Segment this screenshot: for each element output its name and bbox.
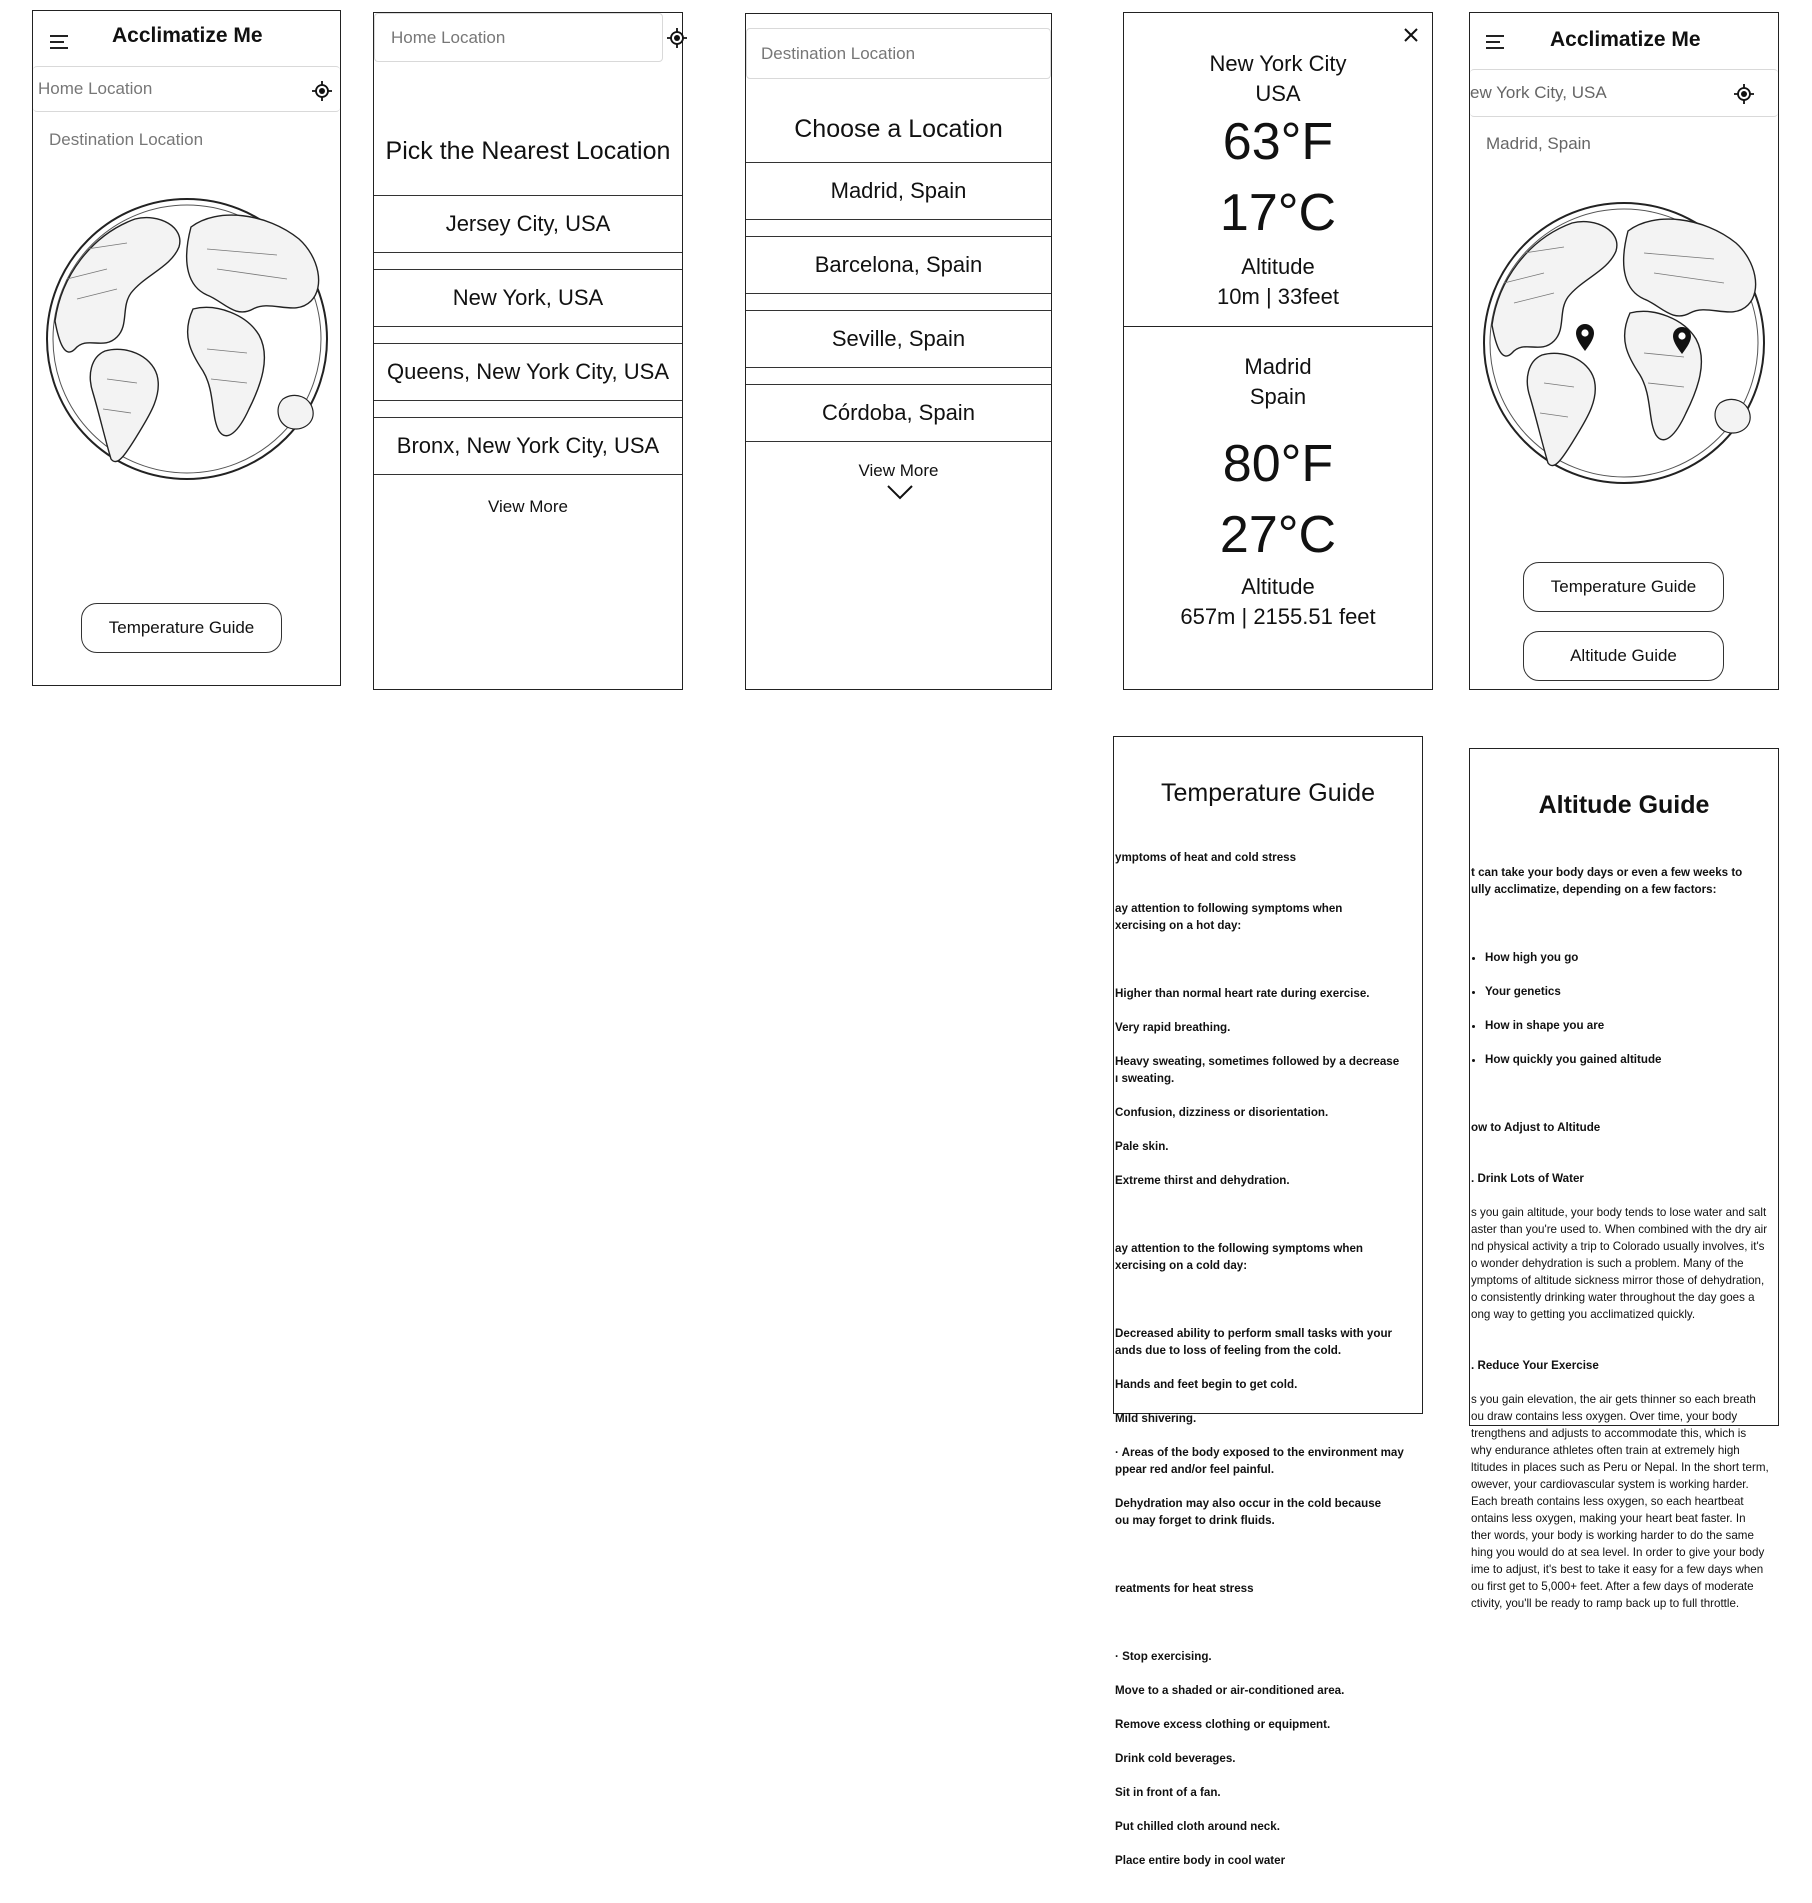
treatment-item: Move to a shaded or air-conditioned area. — [1115, 1684, 1345, 1697]
treatment-item: · Stop exercising. — [1115, 1650, 1212, 1663]
screen-choose-destination — [745, 13, 1052, 690]
treatment-item: Drink cold beverages. — [1115, 1752, 1236, 1765]
globe-illustration — [1480, 199, 1768, 487]
locate-icon[interactable] — [1733, 83, 1755, 105]
destination-pin-icon — [1672, 326, 1692, 356]
treatment-item: Put chilled cloth around neck. — [1115, 1820, 1280, 1833]
factor-item: • How quickly you gained altitude — [1485, 1051, 1777, 1068]
section2-body: s you gain elevation, the air gets thinner so each breath ou draw contains less oxygen. Over time, your body trengthens and adjusts to accommodate this, which is why endurance athletes often train at extremely high ltitudes in places such as Peru or Nepal. In the short term, owever, your cardiovascular system is working harder. Each breath contains less oxygen, so each heartbeat ontains less oxygen, making your heart beat faster. In ther words, your body is working harder to do the same hing you would do at sea level. In order to give your body ime to adjust, it's best to take it easy for a few days when ou first get to 5,000+ feet. After a few days of moderate ctivity, you'll be ready to ramp back up to full throttle. — [1471, 1393, 1769, 1610]
temperature-guide-content — [1115, 832, 1421, 1903]
dest-country: Spain — [1249, 384, 1307, 409]
hot-symptom: Extreme thirst and dehydration. — [1115, 1174, 1290, 1187]
dest-temp-c: 27°C — [1219, 506, 1337, 564]
destination-location-input[interactable] — [33, 117, 340, 167]
section1-body: s you gain altitude, your body tends to lose water and salt aster than you're used to. When combined with the dry air nd physical activity a trip to Colorado usually involves, it's o wonder dehydration is such a problem. Many of the ymptoms of altitude sickness mirror those of dehydration, o consistently drinking water throughout the day goes a ong way to getting you acclimatized quickly. — [1471, 1206, 1768, 1321]
hot-symptom: Confusion, dizziness or disorientation. — [1115, 1106, 1329, 1119]
location-option[interactable]: Madrid, Spain — [746, 162, 1051, 220]
location-option[interactable]: Queens, New York City, USA — [374, 343, 682, 401]
temperature-guide-button[interactable]: Temperature Guide — [1523, 562, 1724, 612]
home-location-input[interactable] — [33, 66, 340, 112]
cold-symptom: Mild shivering. — [1115, 1412, 1197, 1425]
pick-location-heading: Pick the Nearest Location — [385, 137, 671, 165]
location-option[interactable]: Jersey City, USA — [374, 195, 682, 253]
dest-city: Madrid — [1244, 354, 1312, 379]
globe-illustration — [43, 195, 331, 483]
hot-symptom: Pale skin. — [1115, 1140, 1169, 1153]
heading-adjust: ow to Adjust to Altitude — [1471, 1121, 1601, 1134]
location-option[interactable]: Córdoba, Spain — [746, 384, 1051, 442]
home-altitude-value: 10m | 33feet — [1217, 284, 1339, 309]
destination-location-input[interactable] — [1470, 121, 1778, 171]
section1-title: . Drink Lots of Water — [1471, 1172, 1584, 1185]
menu-icon[interactable] — [1486, 35, 1504, 49]
dest-altitude-label: Altitude — [1241, 574, 1315, 599]
home-temp-c: 17°C — [1219, 184, 1337, 242]
app-title: Acclimatize Me — [112, 24, 263, 47]
factor-item: • How in shape you are — [1485, 1017, 1777, 1034]
cold-intro: ay attention to the following symptoms when xercising on a cold day: — [1115, 1242, 1363, 1272]
heading-stress: ymptoms of heat and cold stress — [1115, 851, 1297, 864]
temperature-guide-button[interactable]: Temperature Guide — [81, 603, 282, 653]
locate-icon[interactable] — [311, 80, 333, 102]
location-option[interactable]: New York, USA — [374, 269, 682, 327]
location-option[interactable]: Seville, Spain — [746, 310, 1051, 368]
screen-comparison — [1123, 12, 1433, 690]
cold-symptom: Dehydration may also occur in the cold because ou may forget to drink fluids. — [1115, 1497, 1382, 1527]
dest-temp-f: 80°F — [1222, 435, 1334, 493]
heading-treatments: reatments for heat stress — [1115, 1582, 1254, 1595]
menu-icon[interactable] — [50, 35, 68, 49]
altitude-guide-button[interactable]: Altitude Guide — [1523, 631, 1724, 681]
home-temp-f: 63°F — [1222, 113, 1334, 171]
cold-symptom: Hands and feet begin to get cold. — [1115, 1378, 1298, 1391]
altitude-intro: t can take your body days or even a few weeks to ully acclimatize, depending on a few factors: — [1471, 866, 1743, 896]
screen-altitude-guide — [1469, 748, 1779, 1610]
chevron-down-icon[interactable] — [886, 484, 914, 500]
screen-home — [32, 10, 341, 686]
location-option[interactable]: Barcelona, Spain — [746, 236, 1051, 294]
treatment-item: Sit in front of a fan. — [1115, 1786, 1221, 1799]
view-more-link[interactable]: View More — [488, 497, 568, 516]
destination-location-placeholder: Destination Location — [761, 43, 916, 63]
hot-intro: ay attention to following symptoms when xercising on a hot day: — [1115, 902, 1343, 932]
home-location-value: ew York City, USA — [1470, 83, 1607, 102]
treatment-item: Remove excess clothing or equipment. — [1115, 1718, 1331, 1731]
home-location-input[interactable] — [1470, 69, 1778, 117]
destination-location-placeholder: Destination Location — [49, 130, 204, 149]
temperature-guide-title: Temperature Guide — [1160, 779, 1375, 807]
hot-symptom: Heavy sweating, sometimes followed by a decrease ı sweating. — [1115, 1055, 1400, 1085]
altitude-guide-title: Altitude Guide — [1538, 791, 1710, 819]
choose-location-heading: Choose a Location — [794, 115, 1003, 143]
screen-temperature-guide — [1113, 736, 1423, 1867]
hot-symptom: Very rapid breathing. — [1115, 1021, 1231, 1034]
factor-item: • How high you go — [1485, 949, 1777, 966]
view-more-link[interactable]: View More — [858, 461, 939, 480]
home-pin-icon — [1575, 323, 1595, 353]
locate-icon[interactable] — [666, 27, 688, 49]
home-location-placeholder: Home Location — [38, 79, 153, 98]
section2-title: . Reduce Your Exercise — [1471, 1359, 1599, 1372]
destination-location-input[interactable] — [746, 28, 1051, 79]
screen-home-filled — [1469, 12, 1779, 690]
location-option[interactable]: Bronx, New York City, USA — [374, 417, 682, 475]
home-location-input[interactable] — [374, 13, 663, 62]
hot-symptom: Higher than normal heart rate during exercise. — [1115, 987, 1370, 1000]
treatment-item: Place entire body in cool water — [1115, 1854, 1286, 1867]
destination-location-value: Madrid, Spain — [1486, 134, 1591, 153]
altitude-guide-content — [1471, 847, 1777, 1629]
home-location-placeholder: Home Location — [391, 27, 506, 47]
app-title: Acclimatize Me — [1550, 28, 1701, 51]
divider — [1124, 326, 1432, 327]
home-country: USA — [1255, 81, 1301, 106]
cold-symptom: · Areas of the body exposed to the environment may ppear red and/or feel painful. — [1115, 1446, 1404, 1476]
close-icon[interactable] — [1403, 27, 1419, 43]
dest-altitude-value: 657m | 2155.51 feet — [1180, 604, 1376, 629]
screen-pick-home — [373, 12, 683, 690]
factor-item: • Your genetics — [1485, 983, 1777, 1000]
cold-symptom: Decreased ability to perform small tasks with your ands due to loss of feeling from the cold. — [1115, 1327, 1393, 1357]
home-altitude-label: Altitude — [1241, 254, 1315, 279]
home-city: New York City — [1209, 51, 1347, 76]
